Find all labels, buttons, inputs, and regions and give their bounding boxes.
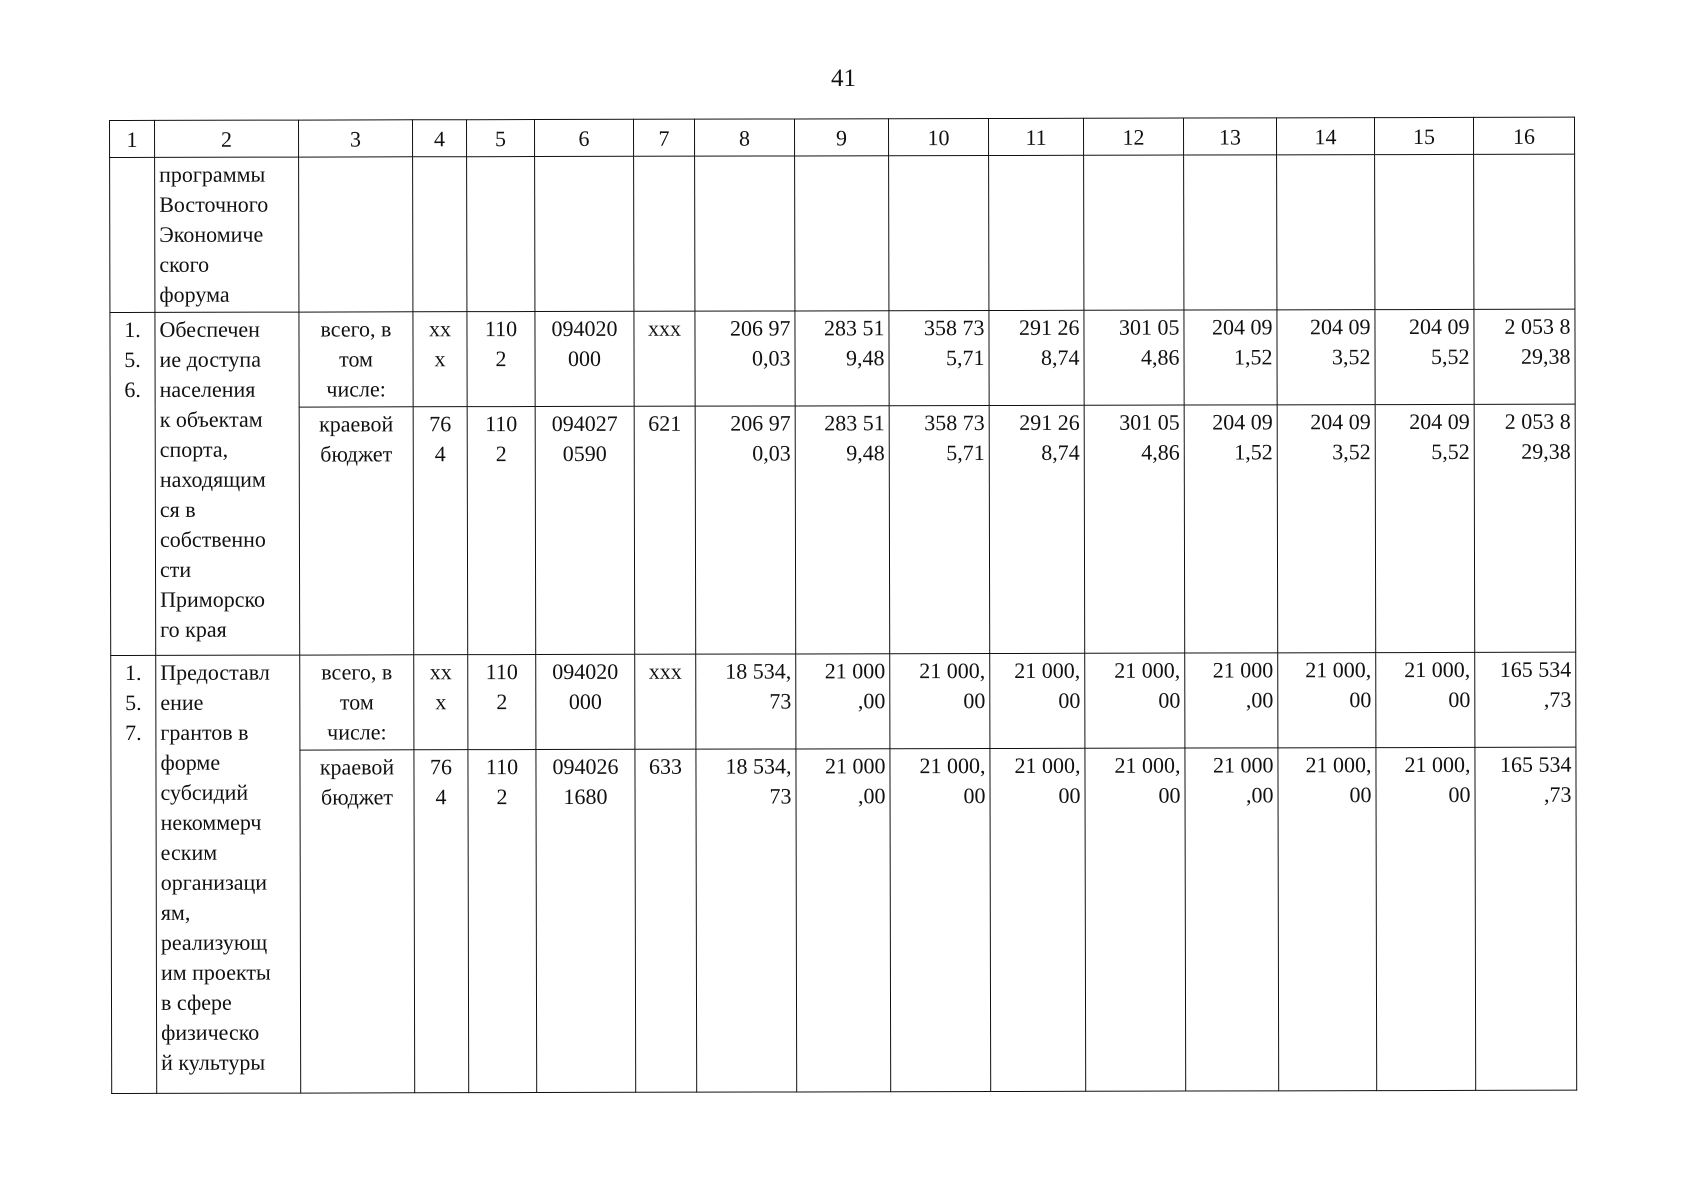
- header-cell: 15: [1374, 117, 1473, 154]
- empty-cell: [535, 156, 634, 311]
- table-row: [110, 404, 1576, 655]
- empty-cell: [889, 156, 989, 311]
- amount-cell: 21 000 ,00: [796, 749, 891, 1092]
- grbs-cell: хх х: [414, 655, 468, 750]
- empty-cell: [695, 156, 795, 311]
- amount-cell: 18 534, 73: [696, 654, 796, 749]
- event-name-cell: программы Восточного Экономиче ского форума: [155, 157, 299, 312]
- amount-cell: 204 09 3,52: [1277, 405, 1376, 653]
- grbs-cell: хх х: [413, 312, 467, 407]
- amount-cell: 21 000 ,00: [796, 654, 890, 749]
- csr-cell: 094026 1680: [536, 749, 636, 1092]
- item-number-cell: [110, 157, 155, 312]
- vr-cell: ххх: [634, 311, 695, 406]
- empty-cell: [989, 155, 1084, 310]
- total-amount-cell: 2 053 8 29,38: [1474, 309, 1575, 404]
- rzpr-cell: 110 2: [468, 655, 536, 750]
- header-cell: 8: [694, 119, 794, 156]
- amount-cell: 283 51 9,48: [795, 406, 890, 654]
- header-cell: 9: [794, 119, 888, 156]
- amount-cell: 291 26 8,74: [989, 310, 1084, 405]
- funding-source-cell: краевой бюджет: [300, 750, 415, 1093]
- header-cell: 10: [888, 119, 988, 156]
- header-cell: 14: [1276, 118, 1374, 155]
- total-amount-cell: 165 534 ,73: [1475, 747, 1577, 1090]
- header-cell: 11: [988, 118, 1083, 155]
- rzpr-cell: 110 2: [468, 750, 537, 1093]
- amount-cell: 204 09 5,52: [1375, 404, 1475, 652]
- amount-cell: 291 26 8,74: [989, 405, 1085, 653]
- amount-cell: 21 000, 00: [990, 653, 1085, 748]
- csr-cell: 094020 000: [536, 654, 635, 749]
- header-row: [110, 117, 1575, 157]
- amount-cell: 204 09 1,52: [1184, 405, 1278, 653]
- header-cell: 13: [1183, 118, 1276, 155]
- header-cell: 2: [155, 120, 299, 157]
- header-cell: 6: [535, 119, 634, 156]
- header-cell: 12: [1083, 118, 1183, 155]
- amount-cell: 21 000, 00: [890, 654, 990, 749]
- funding-source-cell: всего, в том числе:: [299, 312, 413, 407]
- amount-cell: 204 09 5,52: [1375, 309, 1474, 404]
- amount-cell: 204 09 3,52: [1277, 310, 1375, 405]
- empty-cell: [467, 157, 535, 312]
- funding-source-cell: всего, в том числе:: [300, 655, 414, 750]
- header-cell: 1: [110, 120, 155, 157]
- rzpr-cell: 110 2: [467, 407, 536, 655]
- funding-source-cell: краевой бюджет: [299, 407, 414, 655]
- total-amount-cell: 165 534 ,73: [1475, 652, 1576, 747]
- amount-cell: 283 51 9,48: [795, 311, 889, 406]
- budget-table: [109, 117, 1577, 1094]
- empty-cell: [1375, 154, 1474, 309]
- amount-cell: 301 05 4,86: [1084, 310, 1184, 405]
- grbs-cell: 76 4: [413, 407, 468, 655]
- amount-cell: 206 97 0,03: [695, 406, 796, 654]
- amount-cell: 21 000, 00: [1278, 748, 1377, 1091]
- header-cell: 5: [467, 120, 535, 157]
- csr-cell: 094020 000: [535, 311, 634, 406]
- header-cell: 3: [299, 120, 413, 157]
- amount-cell: 204 09 1,52: [1184, 310, 1277, 405]
- item-number-cell: 1. 5. 7.: [111, 655, 157, 1093]
- empty-cell: [1277, 155, 1375, 310]
- amount-cell: 21 000 ,00: [1185, 653, 1278, 748]
- amount-cell: 21 000, 00: [890, 749, 991, 1092]
- csr-cell: 094027 0590: [535, 406, 635, 654]
- rzpr-cell: 110 2: [467, 312, 535, 407]
- continuation-row: [110, 154, 1575, 312]
- header-cell: 4: [413, 120, 467, 157]
- empty-cell: [413, 157, 467, 312]
- empty-cell: [1474, 154, 1575, 309]
- amount-cell: 21 000, 00: [1376, 652, 1475, 747]
- empty-cell: [1084, 155, 1184, 310]
- amount-cell: 206 97 0,03: [695, 311, 795, 406]
- item-number-cell: 1. 5. 6.: [110, 312, 156, 655]
- vr-cell: 621: [634, 406, 696, 654]
- amount-cell: 21 000 ,00: [1185, 748, 1279, 1091]
- amount-cell: 301 05 4,86: [1084, 405, 1185, 653]
- amount-cell: 21 000, 00: [1376, 747, 1476, 1090]
- amount-cell: 18 534, 73: [696, 749, 797, 1092]
- grbs-cell: 76 4: [414, 750, 469, 1093]
- total-amount-cell: 2 053 8 29,38: [1474, 404, 1576, 652]
- event-name-cell: Предоставл ение грантов в форме субсидий некоммерч еским организаци ям, реализующ им проекты в сфере физическо й культуры: [156, 655, 301, 1093]
- amount-cell: 358 73 5,71: [889, 311, 989, 406]
- vr-cell: 633: [635, 749, 697, 1092]
- empty-cell: [634, 156, 695, 311]
- vr-cell: ххх: [635, 654, 696, 749]
- table-row: [110, 309, 1575, 407]
- empty-cell: [1184, 155, 1277, 310]
- page-number: 41: [831, 65, 856, 92]
- empty-cell: [795, 156, 889, 311]
- event-name-cell: Обеспечен ие доступа населения к объектам спорта, находящим ся в собственно сти Приморско го края: [155, 312, 300, 655]
- header-cell: 7: [633, 119, 694, 156]
- amount-cell: 21 000, 00: [1085, 748, 1186, 1091]
- table-row: [111, 747, 1577, 1093]
- amount-cell: 21 000, 00: [990, 748, 1086, 1091]
- header-cell: 16: [1473, 117, 1574, 154]
- table-row: [111, 652, 1576, 750]
- empty-cell: [299, 157, 413, 312]
- amount-cell: 358 73 5,71: [889, 406, 990, 654]
- amount-cell: 21 000, 00: [1085, 653, 1185, 748]
- amount-cell: 21 000, 00: [1278, 653, 1376, 748]
